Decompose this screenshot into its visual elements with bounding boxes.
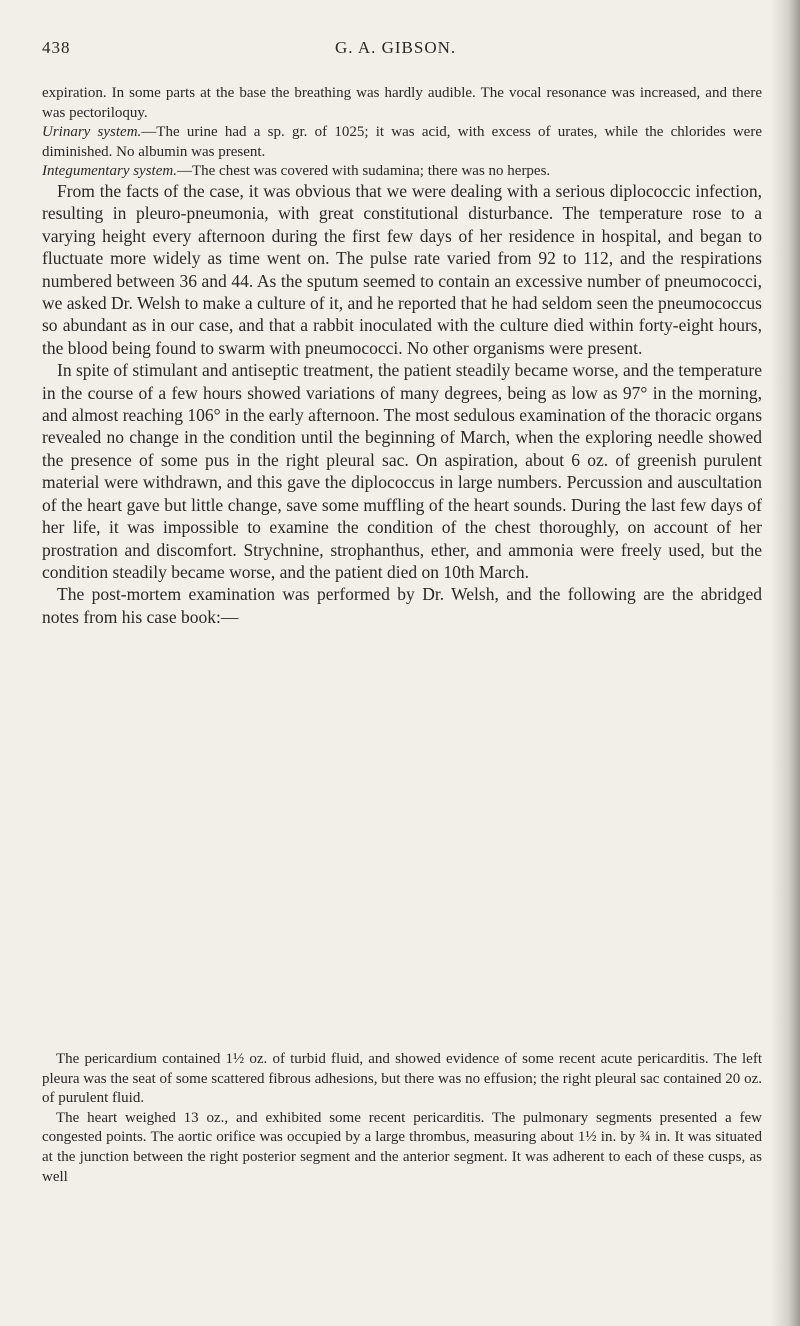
note-heart: The heart weighed 13 oz., and exhibited some recent pericarditis. The pulmonary segments presented a few congested points. The aortic orifice was occupied by a large thrombus, measuring about 1½ in. by ¾ in. It was situated at the junction between the right posterior segment and the anterior segment. It was adherent to each of these cusps, as well <box>42 1109 762 1185</box>
symptoms-section <box>42 84 762 182</box>
integumentary-paragraph <box>42 162 762 182</box>
note-pericardium: The pericardium contained 1½ oz. of turbid fluid, and showed evidence of some recent acute pericarditis. The left pleura was the seat of some scattered fibrous adhesions, but there was no effusion; the right pleural sac contained 20 oz. of purulent fluid. <box>42 1051 762 1107</box>
main-text <box>42 180 762 628</box>
paragraph-treatment: In spite of stimulant and antiseptic treatment, the patient steadily became worse, and the temperature in the course of a few hours showed variations of many degrees, being as low as 97° in the morning, and almost reaching 106° in the early afternoon. The most sedulous examination of the thoracic organs revealed no change in the condition until the beginning of March, when the exploring needle showed the presence of some pus in the right pleural sac. On aspiration, about 6 oz. of greenish purulent material were withdrawn, and this gave the diplococcus in large numbers. Percussion and auscultation of the heart gave but little change, save some muffling of the heart sounds. During the last few days of her life, it was impossible to examine the condition of the chest thoroughly, on account of her prostration and discomfort. Strychnine, strophanthus, ether, and ammonia were freely used, but the condition steadily became worse, and the patient died on 10th March. <box>42 360 762 582</box>
urinary-text: —The urine had a sp. gr. of 1025; it was acid, with excess of urates, while the chlorides were diminished. No albumin was present. <box>42 124 762 160</box>
page-edge-shadow <box>770 0 800 1326</box>
paragraph-post-mortem-intro: The post-mortem examination was performed by Dr. Welsh, and the following are the abridged notes from his case book:— <box>42 584 762 627</box>
paragraph-diagnosis: From the facts of the case, it was obvious that we were dealing with a serious diplococcic infection, resulting in pleuro-pneumonia, with great constitutional disturbance. The temperature rose to a varying height every afternoon during the first few days of her residence in hospital, and began to fluctuate more widely as time went on. The pulse rate varied from 92 to 112, and the respirations numbered between 36 and 44. As the sputum seemed to contain an excessive number of pneumococci, we asked Dr. Welsh to make a culture of it, and he reported that he had seldom seen the pneumococcus so abundant as in our case, and that a rabbit inoculated with the culture died within forty-eight hours, the blood being found to swarm with pneumococci. No other organisms were present. <box>42 181 762 358</box>
page-number: 438 <box>42 38 71 57</box>
integumentary-text: —The chest was covered with sudamina; there was no herpes. <box>176 163 551 179</box>
urinary-paragraph <box>42 123 762 162</box>
page-header <box>42 38 762 62</box>
continuation-paragraph: expiration. In some parts at the base the breathing was hardly audible. The vocal resonance was increased, and there was pectoriloquy. <box>42 85 762 121</box>
case-book-notes <box>42 1050 762 1187</box>
urinary-label: Urinary system. <box>42 124 142 140</box>
running-head: G. A. GIBSON. <box>335 38 457 57</box>
integumentary-label: Integumentary system. <box>42 163 177 179</box>
